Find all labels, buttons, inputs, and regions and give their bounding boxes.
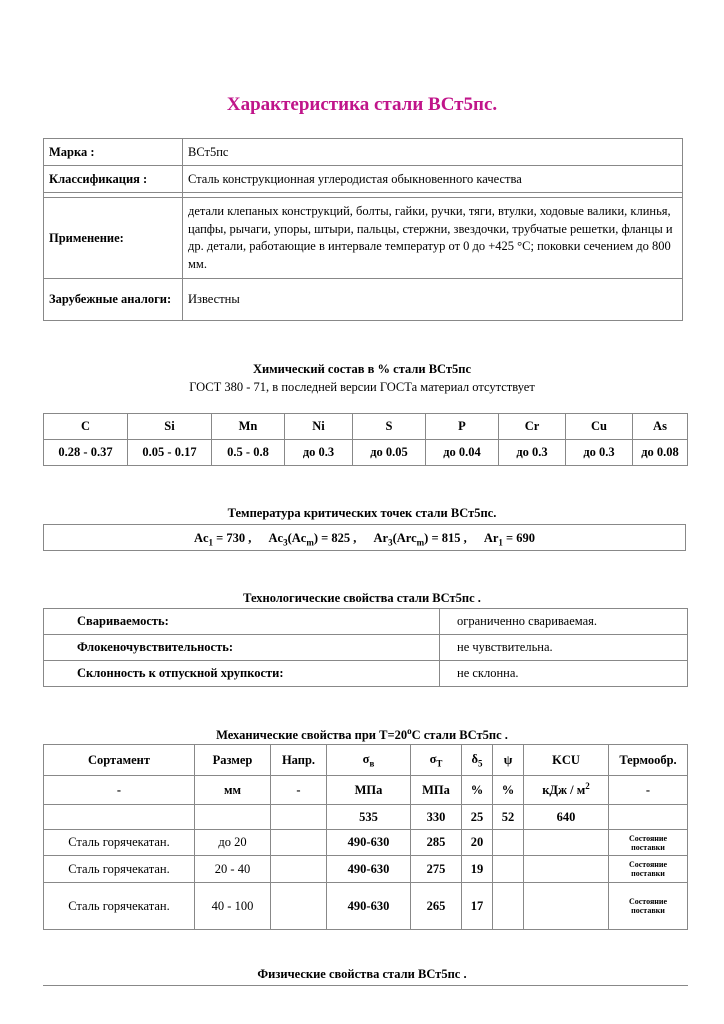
mech-unit: МПа bbox=[411, 776, 462, 805]
tech-value: не склонна. bbox=[440, 661, 688, 687]
mech-cell: 285 bbox=[411, 830, 462, 856]
table-row bbox=[44, 883, 688, 930]
chem-header: C bbox=[44, 414, 128, 440]
chem-header: Cu bbox=[566, 414, 633, 440]
mech-table bbox=[43, 744, 688, 930]
mech-unit: % bbox=[462, 776, 493, 805]
chem-value: до 0.3 bbox=[566, 440, 633, 466]
tech-label: Свариваемость: bbox=[44, 609, 440, 635]
mech-cell: 19 bbox=[462, 856, 493, 883]
mech-cell: 20 bbox=[462, 830, 493, 856]
tech-table bbox=[43, 608, 688, 687]
chem-header: Mn bbox=[212, 414, 285, 440]
mech-header-delta5: $\delta_5$ bbox=[462, 745, 493, 776]
tech-value: ограниченно свариваемая. bbox=[440, 609, 688, 635]
foreign-analogs-label: Зарубежные аналоги: bbox=[44, 279, 183, 321]
chem-header: S bbox=[353, 414, 426, 440]
mech-cell bbox=[524, 856, 609, 883]
ac1-point: $Ac_1 = 730$ , bbox=[193, 531, 252, 548]
mech-cell bbox=[524, 883, 609, 930]
mech-cell bbox=[493, 883, 524, 930]
mech-cell bbox=[195, 805, 271, 830]
mech-header-dir: Напр. bbox=[271, 745, 327, 776]
mech-cell: 535 bbox=[327, 805, 411, 830]
mech-title: Механические свойства при $Т=20^oС$ стали ВСт5пс . bbox=[216, 726, 508, 743]
ac3-point: $Ac_3(Ac_m) = 825$ , bbox=[268, 531, 357, 548]
mech-cell: 330 bbox=[411, 805, 462, 830]
mech-unit: мм bbox=[195, 776, 271, 805]
mech-header-psi: ψ bbox=[493, 745, 524, 776]
classification-label: Классификация : bbox=[44, 166, 183, 193]
mech-cell: до 20 bbox=[195, 830, 271, 856]
chem-value: до 0.3 bbox=[499, 440, 566, 466]
critical-points-box bbox=[43, 524, 686, 551]
chem-header: Cr bbox=[499, 414, 566, 440]
table-row bbox=[44, 856, 688, 883]
mech-cell: Сталь горячекатан. bbox=[44, 883, 195, 930]
mech-cell: 490-630 bbox=[327, 830, 411, 856]
mech-unit: МПа bbox=[327, 776, 411, 805]
chem-value: до 0.3 bbox=[285, 440, 353, 466]
mech-cell bbox=[271, 883, 327, 930]
mech-cell: Сталь горячекатан. bbox=[44, 856, 195, 883]
tech-label: Склонность к отпускной хрупкости: bbox=[44, 661, 440, 687]
grade-label: Марка : bbox=[44, 139, 183, 166]
mech-cell: 25 bbox=[462, 805, 493, 830]
mech-unit-kcu: кДж / $м^2$ bbox=[524, 776, 609, 805]
mech-cell: 52 bbox=[493, 805, 524, 830]
tech-title: Технологические свойства стали ВСт5пс . bbox=[243, 591, 481, 605]
chem-value: 0.5 - 0.8 bbox=[212, 440, 285, 466]
chem-value: 0.28 - 0.37 bbox=[44, 440, 128, 466]
mech-header-heat: Термообр. bbox=[609, 745, 688, 776]
mech-cell bbox=[271, 856, 327, 883]
classification-value: Сталь конструкционная углеродистая обыкновенного качества bbox=[183, 166, 683, 193]
mech-cell: Состояние поставки bbox=[609, 856, 688, 883]
mech-cell bbox=[493, 856, 524, 883]
chem-subtitle: ГОСТ 380 - 71, в последней версии ГОСТа материал отсутствует bbox=[189, 380, 535, 394]
mech-cell: 640 bbox=[524, 805, 609, 830]
tech-label: Флокеночувствительность: bbox=[44, 635, 440, 661]
mech-cell: 490-630 bbox=[327, 856, 411, 883]
divider bbox=[43, 985, 688, 986]
mech-cell bbox=[609, 805, 688, 830]
application-label: Применение: bbox=[44, 198, 183, 279]
mech-cell bbox=[271, 830, 327, 856]
mech-cell: Состояние поставки bbox=[609, 830, 688, 856]
chem-header: Ni bbox=[285, 414, 353, 440]
chem-value: 0.05 - 0.17 bbox=[128, 440, 212, 466]
chem-value: до 0.08 bbox=[633, 440, 688, 466]
application-value: детали клепаных конструкций, болты, гайки, ручки, тяги, втулки, ходовые валики, клинья, цапфы, рычаги, упоры, штыри, пальцы, стержни, звездочки, трубчатые решетки, фланцы и др. детали, работающие в интервале температур от 0 до +425 °C; поковки сечением до 800 мм. bbox=[183, 198, 683, 279]
mech-cell: 17 bbox=[462, 883, 493, 930]
mech-unit: - bbox=[271, 776, 327, 805]
grade-value: ВСт5пс bbox=[183, 139, 683, 166]
chem-header: As bbox=[633, 414, 688, 440]
mech-unit: - bbox=[609, 776, 688, 805]
mech-cell: 20 - 40 bbox=[195, 856, 271, 883]
mech-unit: % bbox=[493, 776, 524, 805]
table-row bbox=[44, 830, 688, 856]
chem-title: Химический состав в % стали ВСт5пс bbox=[252, 362, 472, 376]
mech-cell bbox=[44, 805, 195, 830]
tech-value: не чувствительна. bbox=[440, 635, 688, 661]
phys-title: Физические свойства стали ВСт5пс . bbox=[257, 967, 467, 981]
mech-cell: 265 bbox=[411, 883, 462, 930]
chem-table bbox=[43, 413, 688, 466]
mech-header-kcu: KCU bbox=[524, 745, 609, 776]
mech-cell: 275 bbox=[411, 856, 462, 883]
ar3-point: $Ar_3(Arc_m) = 815$ , bbox=[373, 531, 467, 548]
chem-header: P bbox=[426, 414, 499, 440]
mech-cell bbox=[271, 805, 327, 830]
mech-header-size: Размер bbox=[195, 745, 271, 776]
mech-unit: - bbox=[44, 776, 195, 805]
mech-cell bbox=[493, 830, 524, 856]
mech-cell: 40 - 100 bbox=[195, 883, 271, 930]
chem-value: до 0.04 bbox=[426, 440, 499, 466]
mech-cell bbox=[524, 830, 609, 856]
chem-value: до 0.05 bbox=[353, 440, 426, 466]
mech-header-sigma-b: $\sigma_в$ bbox=[327, 745, 411, 776]
mech-cell: Состояние поставки bbox=[609, 883, 688, 930]
mech-header-sigma-t: $\sigma_T$ bbox=[411, 745, 462, 776]
mech-cell: 490-630 bbox=[327, 883, 411, 930]
crit-title: Температура критических точек стали ВСт5пс. bbox=[227, 506, 497, 520]
foreign-analogs-value: Известны bbox=[183, 279, 683, 321]
ar1-point: $Ar_1 = 690$ bbox=[483, 531, 536, 548]
page-title: Характеристика стали ВСт5пс. bbox=[226, 94, 498, 115]
mech-header-sort: Сортамент bbox=[44, 745, 195, 776]
info-table bbox=[43, 138, 683, 321]
mech-cell: Сталь горячекатан. bbox=[44, 830, 195, 856]
chem-header: Si bbox=[128, 414, 212, 440]
